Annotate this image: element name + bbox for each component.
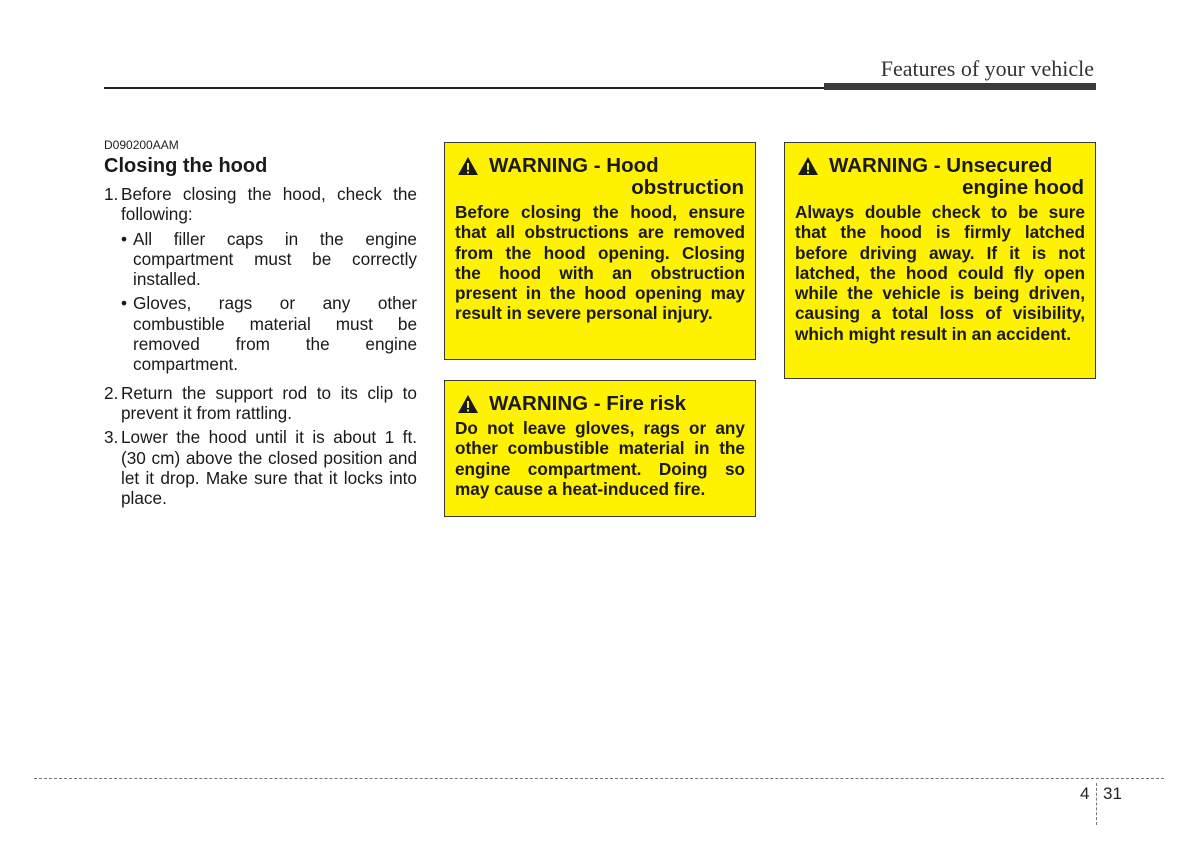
page-header-title: Features of your vehicle [880, 56, 1094, 81]
warning-heading: WARNING - Fire risk [489, 392, 687, 415]
header-rule [104, 87, 824, 89]
bullet-text: Gloves, rags or any other combustible material must be removed from the engine compartment. [133, 293, 417, 375]
warning-body: Do not leave gloves, rags or any other combustible material in the engine compartment. Doing so may cause a heat-induced fire. [455, 418, 745, 499]
warning-body: Always double check to be sure that the hood is firmly latched before driving away. If it is not latched, the hood could fly open while the vehicle is being driven, causing a total loss of visibility, which might result in an accident. [795, 202, 1085, 344]
warning-body: Before closing the hood, ensure that all obstructions are removed from the hood opening. Closing the hood with an obstruction present in the hood opening may result in severe personal injury. [455, 202, 745, 324]
warning-triangle-icon [457, 394, 479, 414]
step-number: 3. [104, 427, 119, 448]
bullet-item [121, 293, 417, 374]
closing-hood-section [104, 138, 417, 512]
step-number: 2. [104, 382, 119, 403]
step-1 [104, 184, 417, 379]
warning-triangle-icon [797, 156, 819, 176]
warning-fire-risk [444, 380, 756, 517]
step-text: Before closing the hood, check the following: [121, 184, 417, 225]
bullet-item [121, 229, 417, 290]
step-text: Lower the hood until it is about 1 ft. (30 cm) above the closed position and let it drop. Make sure that it locks into place. [121, 427, 417, 509]
step-2 [104, 383, 417, 424]
warning-heading-cont: engine hood [962, 176, 1084, 199]
header-rule-accent [824, 83, 1096, 90]
step-number: 1. [104, 184, 119, 204]
step-text: Return the support rod to its clip to prevent it from rattling. [121, 382, 417, 423]
warning-heading: WARNING - Hood [489, 154, 659, 177]
footer-divider [34, 778, 1164, 779]
warning-heading: WARNING - Unsecured [829, 154, 1053, 177]
bullet-icon: • [121, 293, 128, 314]
warning-hood-obstruction [444, 142, 756, 360]
step-3 [104, 427, 417, 508]
bullet-text: All filler caps in the engine compartment must be correctly installed. [133, 228, 417, 290]
section-code: D090200AAM [104, 138, 179, 152]
warning-heading-cont: obstruction [631, 176, 744, 199]
warning-unsecured-hood [784, 142, 1096, 379]
page-number: 31 [1103, 784, 1122, 803]
warning-triangle-icon [457, 156, 479, 176]
page-number-divider [1096, 783, 1097, 825]
bullet-icon: • [121, 228, 128, 249]
section-title: Closing the hood [104, 155, 268, 177]
chapter-number: 4 [1080, 784, 1090, 803]
